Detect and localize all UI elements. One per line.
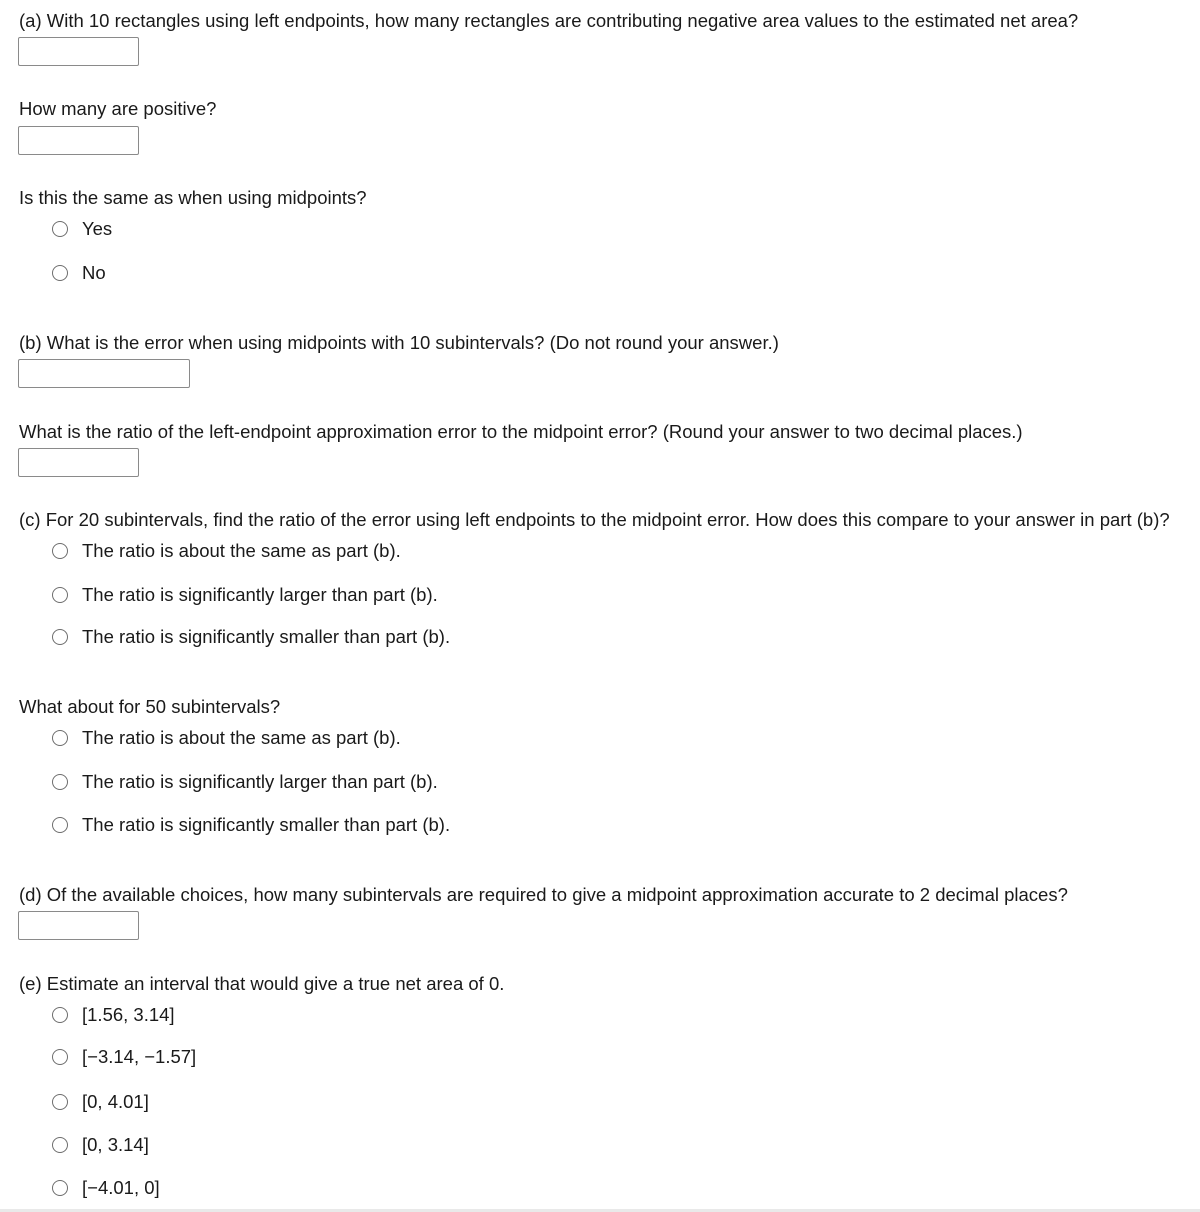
option-label: The ratio is about the same as part (b).: [82, 727, 401, 748]
radio-button[interactable]: [52, 1137, 68, 1153]
option-label: No: [82, 262, 106, 283]
option-label: [−4.01, 0]: [82, 1177, 160, 1198]
option-label: The ratio is significantly larger than part (b).: [82, 771, 438, 792]
radio-button[interactable]: [52, 1094, 68, 1110]
radio-button[interactable]: [52, 1180, 68, 1196]
option-label: Yes: [82, 218, 113, 239]
radio-option-yes[interactable]: [52, 218, 112, 240]
question-c-50: What about for 50 subintervals?: [19, 696, 281, 717]
question-d: (d) Of the available choices, how many subintervals are required to give a midpoint approximation accurate to 2 decimal places?: [19, 884, 1068, 905]
question-a-same: Is this the same as when using midpoints?: [19, 187, 367, 208]
radio-option-20-larger[interactable]: [52, 584, 438, 606]
radio-option-interval-2[interactable]: [52, 1046, 196, 1068]
option-label: The ratio is significantly larger than part (b).: [82, 584, 438, 605]
radio-option-50-smaller[interactable]: [52, 814, 450, 836]
radio-button[interactable]: [52, 265, 68, 281]
question-b-ratio: What is the ratio of the left-endpoint approximation error to the midpoint error? (Round your answer to two decimal places.): [19, 421, 1023, 442]
radio-option-50-same[interactable]: [52, 727, 401, 749]
radio-button[interactable]: [52, 629, 68, 645]
subintervals-input[interactable]: [18, 911, 139, 940]
radio-button[interactable]: [52, 1007, 68, 1023]
option-label: The ratio is significantly smaller than part (b).: [82, 626, 451, 647]
negative-count-input[interactable]: [18, 37, 139, 66]
option-label: The ratio is about the same as part (b).: [82, 540, 401, 561]
option-label: The ratio is significantly smaller than part (b).: [82, 814, 451, 835]
radio-option-50-larger[interactable]: [52, 771, 438, 793]
option-label: [0, 4.01]: [82, 1091, 149, 1112]
radio-option-interval-4[interactable]: [52, 1134, 149, 1156]
question-e: (e) Estimate an interval that would give a true net area of 0.: [19, 973, 505, 994]
radio-button[interactable]: [52, 587, 68, 603]
radio-button[interactable]: [52, 543, 68, 559]
question-a-positive: How many are positive?: [19, 98, 217, 119]
question-c-20: (c) For 20 subintervals, find the ratio of the error using left endpoints to the midpoint error. How does this compare to your answer in part (b)?: [19, 509, 1170, 530]
option-label: [−3.14, −1.57]: [82, 1046, 197, 1067]
option-label: [1.56, 3.14]: [82, 1004, 175, 1025]
error-ratio-input[interactable]: [18, 448, 139, 477]
radio-option-20-same[interactable]: [52, 540, 401, 562]
radio-option-20-smaller[interactable]: [52, 626, 450, 648]
radio-option-interval-3[interactable]: [52, 1091, 149, 1113]
radio-button[interactable]: [52, 221, 68, 237]
radio-option-interval-1[interactable]: [52, 1004, 175, 1026]
midpoint-error-input[interactable]: [18, 359, 190, 388]
radio-option-no[interactable]: [52, 262, 106, 284]
radio-button[interactable]: [52, 1049, 68, 1065]
radio-button[interactable]: [52, 774, 68, 790]
radio-button[interactable]: [52, 730, 68, 746]
question-a-negative: (a) With 10 rectangles using left endpoints, how many rectangles are contributing negative area values to the estimated net area?: [19, 10, 1079, 31]
option-label: [0, 3.14]: [82, 1134, 149, 1155]
question-b-error: (b) What is the error when using midpoints with 10 subintervals? (Do not round your answer.): [19, 332, 779, 353]
positive-count-input[interactable]: [18, 126, 139, 155]
radio-option-interval-5[interactable]: [52, 1177, 160, 1199]
radio-button[interactable]: [52, 817, 68, 833]
